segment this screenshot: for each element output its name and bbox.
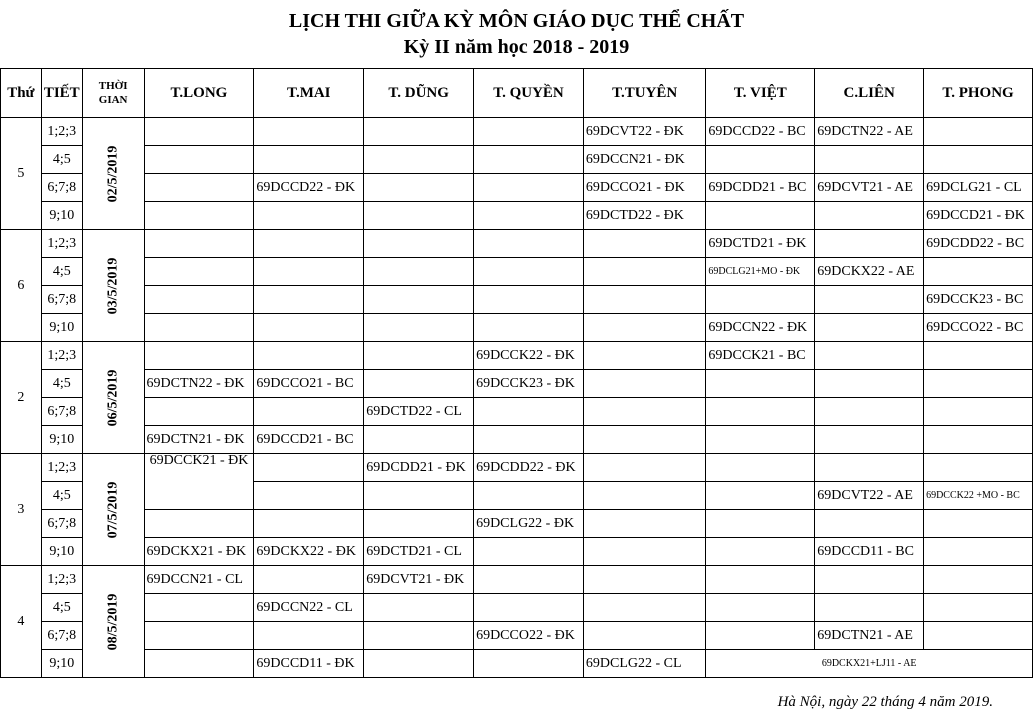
exam-slot-cell <box>474 202 584 230</box>
exam-slot-cell: 69DCCO22 - ĐK <box>474 622 584 650</box>
exam-slot-cell <box>364 174 474 202</box>
exam-slot-cell: 69DCCD11 - BC <box>815 538 924 566</box>
exam-slot-cell <box>364 426 474 454</box>
exam-slot-cell <box>254 230 364 258</box>
exam-slot-cell <box>364 258 474 286</box>
exam-slot-cell <box>924 146 1033 174</box>
exam-slot-cell: 69DCDD22 - ĐK <box>474 454 584 482</box>
exam-slot-cell <box>706 538 815 566</box>
exam-slot-cell <box>474 594 584 622</box>
exam-slot-cell <box>924 426 1033 454</box>
exam-slot-cell <box>364 622 474 650</box>
exam-slot-cell <box>815 398 924 426</box>
period-cell: 6;7;8 <box>41 510 82 538</box>
exam-slot-cell <box>583 538 705 566</box>
schedule-row <box>1 538 1033 566</box>
exam-slot-cell <box>144 314 254 342</box>
header-teacher: C.LIÊN <box>815 69 924 118</box>
exam-slot-cell <box>583 398 705 426</box>
exam-slot-cell <box>924 594 1033 622</box>
exam-slot-cell: 69DCLG21+MO - ĐK <box>706 258 815 286</box>
exam-slot-cell: 69DCTD22 - ĐK <box>583 202 705 230</box>
period-cell: 1;2;3 <box>41 342 82 370</box>
schedule-row <box>1 174 1033 202</box>
exam-slot-cell: 69DCCK22 - ĐK <box>474 342 584 370</box>
exam-date: 02/5/2019 <box>105 145 121 202</box>
header-thoigian: THỜI GIAN <box>82 69 144 118</box>
exam-slot-cell <box>254 510 364 538</box>
exam-slot-cell <box>144 202 254 230</box>
exam-slot-cell <box>144 650 254 678</box>
schedule-row <box>1 650 1033 678</box>
header-teacher: T.TUYÊN <box>583 69 705 118</box>
exam-slot-cell: 69DCLG22 - CL <box>583 650 705 678</box>
header-tiet: TIẾT <box>41 69 82 118</box>
exam-slot-cell <box>364 510 474 538</box>
header-teacher: T. DŨNG <box>364 69 474 118</box>
period-cell: 1;2;3 <box>41 230 82 258</box>
exam-slot-cell: 69DCVT21 - ĐK <box>364 566 474 594</box>
exam-slot-cell <box>583 566 705 594</box>
exam-slot-cell <box>583 286 705 314</box>
exam-slot-cell: 69DCTN21 - AE <box>815 622 924 650</box>
period-cell: 9;10 <box>41 650 82 678</box>
exam-slot-cell <box>144 398 254 426</box>
exam-slot-cell: 69DCTD21 - ĐK <box>706 230 815 258</box>
exam-slot-cell <box>706 370 815 398</box>
schedule-row <box>1 342 1033 370</box>
exam-slot-cell: 69DCCN22 - ĐK <box>706 314 815 342</box>
schedule-row <box>1 622 1033 650</box>
date-cell <box>82 118 144 230</box>
day-of-week-cell: 4 <box>1 566 42 678</box>
exam-slot-cell <box>254 482 364 510</box>
header-row <box>1 69 1033 118</box>
exam-slot-cell <box>924 454 1033 482</box>
exam-slot-cell <box>583 482 705 510</box>
exam-slot-cell: 69DCVT21 - AE <box>815 174 924 202</box>
header-thu: Thứ <box>1 69 42 118</box>
exam-slot-cell: 69DCCO22 - BC <box>924 314 1033 342</box>
exam-slot-cell <box>706 454 815 482</box>
header-teacher: T. VIỆT <box>706 69 815 118</box>
exam-slot-cell: 69DCLG22 - ĐK <box>474 510 584 538</box>
exam-slot-cell <box>364 650 474 678</box>
exam-slot-cell <box>364 286 474 314</box>
schedule-row <box>1 370 1033 398</box>
exam-slot-cell: 69DCVT22 - ĐK <box>583 118 705 146</box>
exam-slot-cell <box>583 510 705 538</box>
schedule-row <box>1 398 1033 426</box>
period-cell: 6;7;8 <box>41 286 82 314</box>
exam-slot-cell <box>583 594 705 622</box>
exam-slot-cell <box>924 342 1033 370</box>
exam-slot-cell <box>583 622 705 650</box>
exam-slot-cell <box>474 258 584 286</box>
schedule-row <box>1 510 1033 538</box>
day-of-week-cell: 3 <box>1 454 42 566</box>
exam-slot-cell <box>144 594 254 622</box>
exam-slot-cell <box>364 202 474 230</box>
exam-slot-cell <box>815 286 924 314</box>
exam-slot-cell <box>706 426 815 454</box>
period-cell: 9;10 <box>41 426 82 454</box>
exam-slot-cell <box>583 314 705 342</box>
exam-slot-cell <box>583 258 705 286</box>
period-cell: 1;2;3 <box>41 566 82 594</box>
exam-slot-cell <box>815 202 924 230</box>
exam-slot-cell: 69DCKX21+LJ11 - AE <box>706 650 1033 678</box>
exam-slot-cell <box>144 342 254 370</box>
schedule-row <box>1 118 1033 146</box>
exam-slot-cell <box>815 566 924 594</box>
exam-slot-cell: 69DCKX21 - ĐK <box>144 538 254 566</box>
exam-slot-cell <box>474 398 584 426</box>
exam-slot-cell <box>815 314 924 342</box>
exam-slot-cell <box>254 146 364 174</box>
day-of-week-cell: 5 <box>1 118 42 230</box>
exam-slot-cell <box>706 622 815 650</box>
header-teacher: T.MAI <box>254 69 364 118</box>
period-cell: 4;5 <box>41 482 82 510</box>
exam-slot-cell: 69DCTD21 - CL <box>364 538 474 566</box>
exam-slot-cell: 69DCCD21 - ĐK <box>924 202 1033 230</box>
exam-slot-cell <box>583 230 705 258</box>
date-cell <box>82 454 144 566</box>
exam-slot-cell: 69DCTD22 - CL <box>364 398 474 426</box>
day-of-week-cell: 2 <box>1 342 42 454</box>
exam-slot-cell <box>474 566 584 594</box>
exam-slot-cell <box>474 230 584 258</box>
exam-slot-cell <box>364 314 474 342</box>
exam-slot-cell: 69DCDD22 - BC <box>924 230 1033 258</box>
exam-slot-cell <box>815 594 924 622</box>
exam-slot-cell <box>364 230 474 258</box>
exam-slot-cell <box>474 314 584 342</box>
period-cell: 1;2;3 <box>41 454 82 482</box>
exam-slot-cell <box>474 146 584 174</box>
exam-slot-cell <box>924 622 1033 650</box>
schedule-row <box>1 454 1033 482</box>
exam-slot-cell <box>144 146 254 174</box>
exam-slot-cell <box>583 426 705 454</box>
exam-slot-cell: 69DCDD21 - BC <box>706 174 815 202</box>
exam-slot-cell <box>924 398 1033 426</box>
exam-slot-cell <box>144 622 254 650</box>
period-cell: 9;10 <box>41 202 82 230</box>
exam-slot-cell <box>924 118 1033 146</box>
exam-slot-cell <box>474 538 584 566</box>
schedule-row <box>1 426 1033 454</box>
schedule-row <box>1 594 1033 622</box>
date-cell <box>82 230 144 342</box>
exam-slot-cell <box>815 342 924 370</box>
exam-date: 06/5/2019 <box>105 369 121 426</box>
exam-slot-cell <box>144 174 254 202</box>
date-cell <box>82 566 144 678</box>
exam-slot-cell <box>254 202 364 230</box>
exam-slot-cell <box>144 286 254 314</box>
exam-slot-cell <box>254 622 364 650</box>
schedule-row <box>1 258 1033 286</box>
exam-slot-cell <box>815 230 924 258</box>
exam-slot-cell: 69DCCD22 - BC <box>706 118 815 146</box>
exam-slot-cell <box>254 398 364 426</box>
exam-slot-cell: 69DCCD21 - BC <box>254 426 364 454</box>
period-cell: 4;5 <box>41 594 82 622</box>
header-teacher: T. QUYỀN <box>474 69 584 118</box>
exam-slot-cell <box>474 650 584 678</box>
exam-slot-cell: 69DCLG21 - CL <box>924 174 1033 202</box>
exam-slot-cell <box>254 566 364 594</box>
exam-slot-cell <box>706 510 815 538</box>
exam-slot-cell <box>815 146 924 174</box>
exam-slot-cell <box>364 370 474 398</box>
exam-slot-cell: 69DCCK23 - ĐK <box>474 370 584 398</box>
period-cell: 9;10 <box>41 538 82 566</box>
period-cell: 4;5 <box>41 370 82 398</box>
exam-slot-cell: 69DCTN22 - ĐK <box>144 370 254 398</box>
exam-slot-cell <box>924 566 1033 594</box>
exam-slot-cell <box>706 398 815 426</box>
exam-slot-cell <box>254 314 364 342</box>
exam-slot-cell: 69DCCD11 - ĐK <box>254 650 364 678</box>
exam-slot-cell <box>924 370 1033 398</box>
exam-slot-cell <box>815 426 924 454</box>
period-cell: 6;7;8 <box>41 622 82 650</box>
exam-slot-cell <box>254 454 364 482</box>
exam-slot-cell <box>706 146 815 174</box>
exam-slot-cell: 69DCCD22 - ĐK <box>254 174 364 202</box>
page-subtitle: Kỳ II năm học 2018 - 2019 <box>403 36 630 58</box>
exam-date: 03/5/2019 <box>105 257 121 314</box>
exam-slot-cell: 69DCCN21 - ĐK <box>583 146 705 174</box>
exam-slot-cell <box>706 202 815 230</box>
exam-slot-cell: 69DCCK23 - BC <box>924 286 1033 314</box>
period-cell: 6;7;8 <box>41 174 82 202</box>
exam-slot-cell <box>474 482 584 510</box>
exam-slot-cell: 69DCTN22 - AE <box>815 118 924 146</box>
exam-slot-cell <box>924 538 1033 566</box>
exam-slot-cell <box>815 510 924 538</box>
period-cell: 4;5 <box>41 146 82 174</box>
exam-slot-cell <box>364 482 474 510</box>
exam-slot-cell: 69DCCK21 - BC <box>706 342 815 370</box>
exam-slot-cell <box>474 426 584 454</box>
exam-slot-cell: 69DCCK21 - ĐK <box>144 454 254 510</box>
exam-slot-cell <box>144 258 254 286</box>
title-block <box>0 8 1033 60</box>
exam-slot-cell: 69DCDD21 - ĐK <box>364 454 474 482</box>
schedule-row <box>1 146 1033 174</box>
exam-slot-cell <box>815 454 924 482</box>
exam-slot-cell: 69DCCN22 - CL <box>254 594 364 622</box>
schedule-row <box>1 286 1033 314</box>
exam-slot-cell <box>254 286 364 314</box>
exam-slot-cell <box>924 258 1033 286</box>
exam-slot-cell: 69DCCK22 +MO - BC <box>924 482 1033 510</box>
header-teacher: T. PHONG <box>924 69 1033 118</box>
exam-slot-cell <box>144 118 254 146</box>
exam-slot-cell <box>474 174 584 202</box>
exam-date: 07/5/2019 <box>105 481 121 538</box>
exam-slot-cell <box>144 510 254 538</box>
exam-slot-cell <box>474 118 584 146</box>
exam-slot-cell: 69DCKX22 - AE <box>815 258 924 286</box>
exam-slot-cell <box>706 566 815 594</box>
exam-slot-cell <box>474 286 584 314</box>
exam-slot-cell <box>254 258 364 286</box>
schedule-row <box>1 230 1033 258</box>
day-of-week-cell: 6 <box>1 230 42 342</box>
period-cell: 6;7;8 <box>41 398 82 426</box>
exam-date: 08/5/2019 <box>105 593 121 650</box>
exam-slot-cell <box>583 370 705 398</box>
exam-slot-cell <box>815 370 924 398</box>
exam-slot-cell <box>254 118 364 146</box>
exam-slot-cell <box>706 286 815 314</box>
schedule-table <box>0 68 1033 678</box>
exam-slot-cell <box>144 230 254 258</box>
schedule-row <box>1 202 1033 230</box>
exam-slot-cell <box>254 342 364 370</box>
exam-slot-cell <box>706 594 815 622</box>
header-teacher: T.LONG <box>144 69 254 118</box>
exam-slot-cell <box>706 482 815 510</box>
schedule-row <box>1 566 1033 594</box>
footer-date-line: Hà Nội, ngày 22 tháng 4 năm 2019. <box>777 694 993 710</box>
exam-slot-cell <box>364 146 474 174</box>
page-title: LỊCH THI GIỮA KỲ MÔN GIÁO DỤC THỂ CHẤT <box>288 10 745 32</box>
exam-slot-cell: 69DCVT22 - AE <box>815 482 924 510</box>
period-cell: 9;10 <box>41 314 82 342</box>
exam-slot-cell <box>583 454 705 482</box>
exam-slot-cell <box>924 510 1033 538</box>
exam-slot-cell: 69DCKX22 - ĐK <box>254 538 364 566</box>
exam-slot-cell <box>364 118 474 146</box>
schedule-row <box>1 314 1033 342</box>
exam-slot-cell <box>364 594 474 622</box>
exam-slot-cell: 69DCCO21 - BC <box>254 370 364 398</box>
date-cell <box>82 342 144 454</box>
exam-slot-cell: 69DCTN21 - ĐK <box>144 426 254 454</box>
period-cell: 1;2;3 <box>41 118 82 146</box>
exam-slot-cell: 69DCCO21 - ĐK <box>583 174 705 202</box>
exam-slot-cell: 69DCCN21 - CL <box>144 566 254 594</box>
period-cell: 4;5 <box>41 258 82 286</box>
exam-slot-cell <box>364 342 474 370</box>
exam-slot-cell <box>583 342 705 370</box>
